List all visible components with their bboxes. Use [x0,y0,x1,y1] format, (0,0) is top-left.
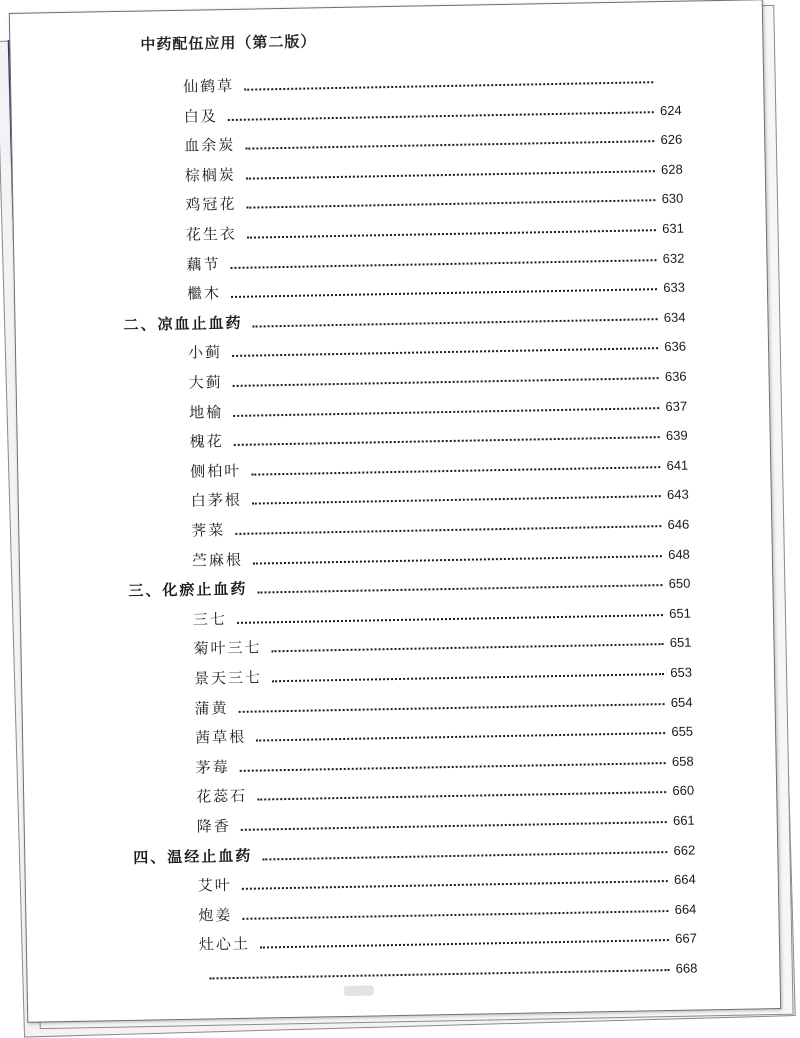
dot-leader [232,347,658,358]
toc-item-title: 荠菜 [191,519,225,541]
toc-section-title: 二、凉血止血药 [123,312,242,335]
dot-leader [252,495,661,505]
toc-page-number: 641 [666,457,688,472]
dot-leader [247,228,656,238]
toc-item-title: 蒲黄 [194,697,228,719]
toc-item-title: 菊叶三七 [193,637,261,659]
dot-leader [257,583,662,593]
toc-page-number: 634 [663,309,685,324]
toc-page-number: 668 [675,961,697,976]
toc-item-title: 苎麻根 [192,548,243,570]
toc-item-title: 茜草根 [195,726,246,748]
toc-item-title: 檵木 [187,282,221,304]
toc-page-number: 636 [664,339,686,354]
toc-section-title: 四、温经止血药 [133,844,252,867]
toc-item-title: 鸡冠花 [185,193,236,215]
dot-leader [242,879,668,890]
toc-item-title: 降香 [197,815,231,837]
dot-leader [234,435,660,446]
toc-page-number: 650 [668,576,690,591]
running-header: 中药配伍应用（第二版） [140,30,316,54]
dot-leader [235,524,661,535]
dot-leader [242,909,668,920]
toc-page-number: 667 [675,931,697,946]
toc-page-number: 624 [660,102,682,117]
toc-page-number: 630 [661,191,683,206]
toc-page-number: 655 [671,724,693,739]
dot-leader [272,642,664,652]
toc-page-number: 631 [662,221,684,236]
toc-page-number: 654 [670,694,692,709]
dot-leader [231,287,657,298]
dot-leader [251,465,660,475]
dot-leader [241,820,667,831]
toc-item-title: 白及 [184,105,218,127]
dot-leader [209,968,669,979]
page-footer-mark [344,985,374,996]
toc-item-title: 大蓟 [188,371,222,393]
dot-leader [230,258,656,269]
toc-item-title: 花生衣 [186,223,237,245]
dot-leader [260,938,669,948]
toc-page-number: 658 [671,753,693,768]
toc-item-title: 藕节 [186,253,220,275]
dot-leader [256,731,665,741]
toc-item-title: 地榆 [189,401,223,423]
dot-leader [233,406,659,417]
dot-leader [246,199,655,209]
toc-page-number: 651 [669,605,691,620]
dot-leader [272,672,664,682]
toc-page-number: 628 [661,161,683,176]
toc-page-number: 636 [664,369,686,384]
dot-leader [244,80,653,90]
toc-page-number: 643 [667,487,689,502]
toc-item-title: 三七 [193,608,227,630]
toc-page-number: 648 [668,546,690,561]
toc-item-title: 景天三七 [194,666,262,688]
toc-item-title: 仙鹤草 [183,75,234,97]
document-page [9,0,781,1023]
toc-page-number: 639 [666,428,688,443]
dot-leader [253,554,662,564]
dot-leader [237,613,663,624]
dot-leader [228,110,654,121]
toc-item-title: 灶心土 [199,933,250,955]
toc-page-number: 653 [670,665,692,680]
toc-page-number: 662 [673,842,695,857]
toc-item-title: 花蕊石 [196,785,247,807]
toc-page-number: 646 [667,517,689,532]
toc-item-title: 棕榈炭 [185,164,236,186]
dot-leader [262,850,667,860]
dot-leader [233,376,659,387]
toc-item-title: 血余炭 [184,134,235,156]
toc-page-number: 664 [674,901,696,916]
toc-item-title: 茅莓 [195,756,229,778]
toc-section-title: 三、化瘀止血药 [128,578,247,601]
toc-entry[interactable] [27,952,697,988]
toc-item-title: 炮姜 [198,904,232,926]
dot-leader [245,139,654,149]
toc-item-title: 白茅根 [191,489,242,511]
dot-leader [240,761,666,772]
toc-page-number: 660 [672,783,694,798]
table-of-contents [11,62,763,76]
toc-item-title: 小蓟 [188,342,222,364]
dot-leader [246,169,655,179]
toc-page-number: 664 [674,872,696,887]
dot-leader [257,790,666,800]
toc-item-title: 侧柏叶 [190,460,241,482]
toc-page-number: 637 [665,398,687,413]
toc-page-number: 651 [669,635,691,650]
toc-page-number: 626 [660,132,682,147]
dot-leader [253,317,658,327]
toc-page-number: 633 [663,280,685,295]
dot-leader [239,702,665,713]
toc-page-number: 632 [662,250,684,265]
toc-item-title: 艾叶 [198,874,232,896]
toc-page-number: 661 [673,813,695,828]
toc-item-title: 槐花 [189,430,223,452]
